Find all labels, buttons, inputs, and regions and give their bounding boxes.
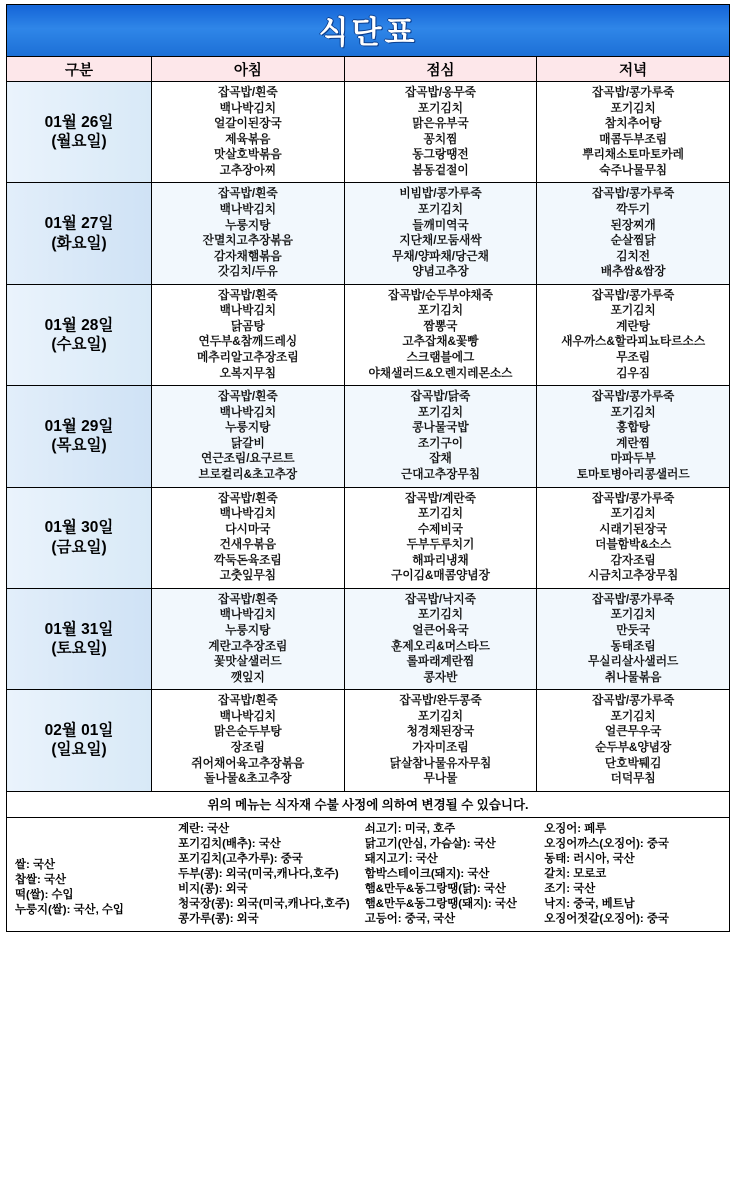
menu-item: 마파두부: [610, 452, 656, 466]
menu-item: 김치전: [616, 249, 651, 263]
breakfast-cell: [152, 183, 345, 284]
menu-item: 무실리살사샐러드: [587, 655, 679, 669]
menu-item: 백나박김치: [219, 608, 277, 622]
menu-item: 포기김치: [417, 405, 464, 419]
origin-item: 닭고기(안심, 가슴살): 국산: [364, 837, 496, 850]
menu-item: 깍둑돈육조림: [213, 553, 282, 567]
menu-table: [6, 4, 730, 932]
day-weekday: (일요일): [51, 741, 107, 759]
day-weekday: (토요일): [51, 640, 107, 658]
menu-item: 꽁치찜: [423, 132, 458, 146]
menu-item: 깻잎지: [230, 670, 265, 684]
breakfast-cell: [152, 690, 345, 791]
menu-item: 누룽지탕: [225, 421, 271, 435]
origin-item: 오징어까스(오징어): 중국: [544, 837, 669, 850]
menu-item: 잡곡밥/흰죽: [217, 86, 278, 99]
breakfast-cell: [152, 284, 345, 385]
menu-item: 수제비국: [417, 522, 464, 536]
table-row: [7, 690, 730, 791]
lunch-cell: [344, 487, 537, 588]
menu-item: 잡곡밥/콩가루죽: [592, 592, 675, 606]
dinner-cell: [537, 487, 730, 588]
table-row: [7, 588, 730, 689]
origin-item: 계란: 국산: [178, 822, 230, 835]
origin-item: 찹쌀: 국산: [15, 873, 66, 886]
menu-item: 잔멸치고추장볶음: [202, 234, 293, 248]
menu-item: 만둣국: [616, 624, 651, 637]
origin-column-eggs-kimchi: [174, 822, 361, 927]
menu-item: 잡곡밥/콩가루죽: [592, 187, 675, 201]
menu-item: 단호박퉤김: [604, 756, 662, 770]
menu-item: 돌나물&초고추장: [204, 772, 292, 786]
menu-item: 동태조림: [610, 639, 656, 653]
menu-item: 롤파래계란찜: [406, 655, 475, 669]
menu-item: 조기구이: [417, 436, 464, 450]
table-row: [7, 284, 730, 385]
table-row: [7, 82, 730, 183]
notice-row: [7, 791, 730, 817]
day-date: 01월 27일: [44, 215, 114, 233]
menu-item: 맑은순두부탕: [213, 725, 282, 739]
menu-item: 잡곡밥/흰죽: [217, 390, 278, 404]
menu-item: 무나물: [423, 772, 458, 786]
dinner-cell: [537, 284, 730, 385]
origin-item: 돼지고기: 국산: [364, 852, 438, 865]
dinner-cell: [537, 690, 730, 791]
day-weekday: (목요일): [51, 437, 107, 455]
day-weekday: (수요일): [51, 335, 107, 353]
menu-item: 매콤두부조림: [599, 132, 668, 146]
menu-item: 토마토병아리콩샐러드: [576, 467, 690, 481]
menu-item: 취나물볶음: [604, 670, 662, 684]
menu-item: 누룽지탕: [225, 218, 271, 232]
origin-item: 누룽지(쌀): 국산, 수입: [15, 903, 124, 916]
day-date: 01월 29일: [44, 417, 114, 435]
day-cell: [7, 183, 152, 284]
menu-item: 장조림: [230, 740, 265, 754]
origin-item: 조기: 국산: [544, 882, 596, 895]
menu-item: 백나박김치: [219, 507, 277, 521]
menu-item: 맛살호박볶음: [213, 148, 282, 162]
menu-item: 누룽지탕: [225, 624, 271, 637]
day-weekday: (금요일): [51, 538, 107, 556]
day-cell: [7, 82, 152, 183]
menu-item: 연두부&참깨드레싱: [198, 335, 298, 349]
lunch-cell: [344, 588, 537, 689]
menu-item: 더덕무침: [610, 772, 656, 786]
menu-item: 무채/양파채/당근채: [392, 249, 489, 263]
title-cell: [7, 5, 730, 57]
notice-text: 위의 메뉴는 식자재 수불 사정에 의하여 변경될 수 있습니다.: [7, 791, 730, 817]
menu-item: 다시마국: [225, 522, 271, 536]
origin-column-meat: [361, 822, 541, 927]
menu-item: 가자미조림: [412, 740, 469, 754]
origin-item: 낙지: 중국, 베트남: [544, 897, 635, 910]
menu-item: 시금치고추장무침: [587, 569, 679, 583]
menu-item: 계란탕: [616, 319, 651, 333]
menu-item: 더블함박&소스: [595, 538, 672, 552]
origin-item: 햄&만두&동그랑땡(닭): 국산: [364, 882, 506, 895]
column-header-dinner: 저녁: [537, 57, 730, 82]
menu-item: 뿌리채소토마토카레: [582, 148, 684, 162]
day-weekday: (월요일): [51, 133, 107, 151]
menu-item: 김우짐: [616, 366, 651, 380]
menu-item: 잡곡밥/콩가루죽: [592, 288, 675, 302]
menu-item: 두부두루치기: [406, 538, 475, 552]
menu-item: 지단채/모둠새싹: [399, 234, 482, 248]
menu-item: 봄동겉절이: [412, 163, 469, 177]
origin-item: 동태: 러시아, 국산: [544, 852, 635, 865]
menu-item: 감자채햄볶음: [213, 249, 282, 263]
column-header-lunch: 점심: [344, 57, 537, 82]
menu-item: 양념고추장: [412, 265, 469, 279]
origin-column-seafood: [540, 822, 727, 927]
menu-item: 포기김치: [417, 709, 464, 723]
menu-item: 얼갈이된장국: [213, 117, 282, 131]
menu-item: 고추잡채&꽃빵: [402, 335, 479, 349]
menu-item: 잡곡밥/순두부야채죽: [388, 288, 493, 302]
menu-item: 잡곡밥/흰죽: [217, 288, 278, 302]
menu-item: 계란찜: [616, 436, 651, 450]
lunch-cell: [344, 386, 537, 487]
title-row: [7, 5, 730, 57]
menu-item: 포기김치: [610, 405, 656, 419]
menu-item: 맑은유부국: [412, 117, 469, 131]
menu-item: 메추리알고추장조림: [197, 351, 299, 364]
menu-item: 숙주나물무침: [599, 163, 668, 177]
lunch-cell: [344, 183, 537, 284]
menu-item: 제육볶음: [225, 132, 271, 146]
menu-item: 감자조림: [610, 553, 656, 567]
menu-item: 새우까스&할라피뇨타르소스: [561, 335, 706, 349]
origin-item: 함박스테이크(돼지): 국산: [364, 867, 490, 880]
menu-item: 시래기된장국: [599, 522, 668, 536]
menu-item: 닭갈비: [230, 436, 265, 450]
menu-item: 짬뽕국: [423, 319, 458, 333]
menu-item: 콩나물국밥: [412, 421, 469, 435]
dinner-cell: [537, 183, 730, 284]
dinner-cell: [537, 588, 730, 689]
menu-item: 잡곡밥/콩가루죽: [592, 390, 675, 404]
dinner-cell: [537, 386, 730, 487]
origin-info: [7, 817, 730, 931]
menu-item: 구이김&매콤양념장: [391, 569, 490, 583]
menu-item: 동그랑땡전: [412, 148, 469, 162]
menu-item: 건새우볶음: [219, 538, 277, 552]
breakfast-cell: [152, 82, 345, 183]
menu-item: 얼큰어육국: [412, 624, 469, 637]
menu-item: 잡곡밥/흰죽: [217, 491, 278, 505]
menu-item: 야채샐러드&오렌지레몬소스: [368, 366, 513, 380]
menu-item: 근대고추장무침: [400, 467, 480, 481]
menu-item: 고춧잎무침: [219, 569, 277, 583]
menu-item: 계란고추장조림: [208, 639, 288, 653]
day-date: 01월 26일: [44, 113, 114, 131]
menu-item: 잡곡밥/계란죽: [404, 491, 476, 505]
origin-item: 갈치: 모로코: [544, 867, 607, 880]
origin-item: 고등어: 중국, 국산: [364, 912, 456, 925]
menu-item: 잡곡밥/흰죽: [217, 694, 278, 708]
day-date: 01월 30일: [44, 519, 114, 537]
table-row: [7, 386, 730, 487]
menu-item: 포기김치: [417, 101, 464, 115]
menu-item: 포기김치: [610, 709, 656, 723]
menu-item: 잡곡밥/옹무죽: [404, 86, 476, 99]
menu-item: 포기김치: [417, 608, 464, 622]
day-cell: [7, 386, 152, 487]
day-weekday: (화요일): [51, 234, 107, 252]
menu-item: 홍합탕: [616, 421, 651, 435]
menu-item: 포기김치: [417, 304, 464, 318]
menu-item: 순살찜닭: [610, 234, 656, 248]
origin-item: 쇠고기: 미국, 호주: [364, 822, 456, 835]
origin-item: 오징어: 페루: [544, 822, 607, 835]
day-date: 01월 28일: [44, 316, 114, 334]
table-row: [7, 487, 730, 588]
breakfast-cell: [152, 588, 345, 689]
menu-item: 비빔밥/콩가루죽: [399, 187, 482, 201]
menu-item: 스크램블에그: [406, 351, 475, 364]
menu-item: 잡곡밥/콩가루죽: [592, 694, 675, 708]
day-cell: [7, 487, 152, 588]
menu-item: 깍두기: [616, 202, 651, 216]
menu-item: 해파리냉채: [412, 553, 469, 567]
menu-item: 잡곡밥/흰죽: [217, 592, 278, 606]
menu-item: 포기김치: [610, 101, 656, 115]
menu-item: 들깨미역국: [412, 218, 469, 232]
menu-item: 배추쌈&쌈장: [600, 265, 666, 279]
menu-item: 포기김치: [417, 202, 464, 216]
menu-item: 잡채: [429, 452, 452, 466]
menu-item: 청경채된장국: [406, 725, 475, 739]
lunch-cell: [344, 82, 537, 183]
menu-item: 훈제오리&머스타드: [391, 639, 490, 653]
menu-item: 쥐어채어육고추장볶음: [191, 756, 305, 770]
menu-item: 연근조림/요구르트: [201, 452, 295, 466]
origin-item: 청국장(콩): 외국(미국,캐나다,호주): [178, 897, 350, 910]
menu-item: 브로컬리&초고추장: [198, 467, 298, 481]
menu-item: 순두부&양념장: [595, 740, 672, 754]
menu-item: 백나박김치: [219, 101, 277, 115]
breakfast-cell: [152, 487, 345, 588]
origin-item: 쌀: 국산: [15, 858, 55, 871]
menu-item: 갓김치/두유: [217, 265, 278, 279]
menu-item: 잡곡밥/낙지죽: [404, 592, 476, 606]
menu-item: 얼큰무우국: [604, 725, 662, 739]
menu-item: 포기김치: [610, 304, 656, 318]
day-cell: [7, 284, 152, 385]
day-cell: [7, 588, 152, 689]
menu-item: 포기김치: [610, 507, 656, 521]
column-header-breakfast: 아침: [152, 57, 345, 82]
breakfast-cell: [152, 386, 345, 487]
menu-item: 참치추어탕: [604, 117, 662, 131]
origin-item: 콩가루(콩): 외국: [178, 912, 259, 925]
dinner-cell: [537, 82, 730, 183]
menu-item: 잡곡밥/닭죽: [410, 390, 471, 404]
day-date: 02월 01일: [44, 722, 114, 740]
menu-item: 백나박김치: [219, 405, 277, 419]
menu-item: 포기김치: [610, 608, 656, 622]
menu-item: 백나박김치: [219, 304, 277, 318]
menu-item: 닭곰탕: [230, 319, 265, 333]
menu-item: 무조림: [616, 351, 651, 364]
menu-item: 잡곡밥/흰죽: [217, 187, 278, 201]
origin-item: 오징어젓갈(오징어): 중국: [544, 912, 669, 925]
origin-item: 두부(콩): 외국(미국,캐나다,호주): [178, 867, 339, 880]
menu-item: 된장찌개: [610, 218, 656, 232]
origin-item: 비지(콩): 외국: [178, 882, 248, 895]
menu-item: 콩자반: [423, 670, 458, 684]
menu-item: 백나박김치: [219, 202, 277, 216]
origin-item: 떡(쌀): 수입: [15, 888, 74, 901]
origin-row: [7, 817, 730, 931]
menu-item: 잡곡밥/완두콩죽: [399, 694, 482, 708]
lunch-cell: [344, 284, 537, 385]
origin-column-grains: [9, 822, 174, 918]
day-date: 01월 31일: [44, 620, 114, 638]
menu-item: 포기김치: [417, 507, 464, 521]
menu-item: 잡곡밥/콩가루죽: [592, 491, 675, 505]
menu-item: 꽃맛살샐러드: [213, 655, 282, 669]
lunch-cell: [344, 690, 537, 791]
menu-item: 잡곡밥/콩가루죽: [592, 86, 675, 99]
menu-item: 고추장아찌: [219, 163, 277, 177]
menu-item: 백나박김치: [219, 709, 277, 723]
menu-item: 오복지무침: [219, 366, 277, 380]
day-cell: [7, 690, 152, 791]
origin-item: 햄&만두&동그랑땡(돼지): 국산: [364, 897, 517, 910]
origin-item: 포기김치(배추): 국산: [178, 837, 281, 850]
table-row: [7, 183, 730, 284]
menu-item: 닭살참나물유자무침: [389, 756, 492, 770]
header-row: [7, 57, 730, 82]
column-header-category: 구분: [7, 57, 152, 82]
page-title: 식단표: [318, 15, 418, 50]
origin-item: 포기김치(고추가루): 중국: [178, 852, 303, 865]
